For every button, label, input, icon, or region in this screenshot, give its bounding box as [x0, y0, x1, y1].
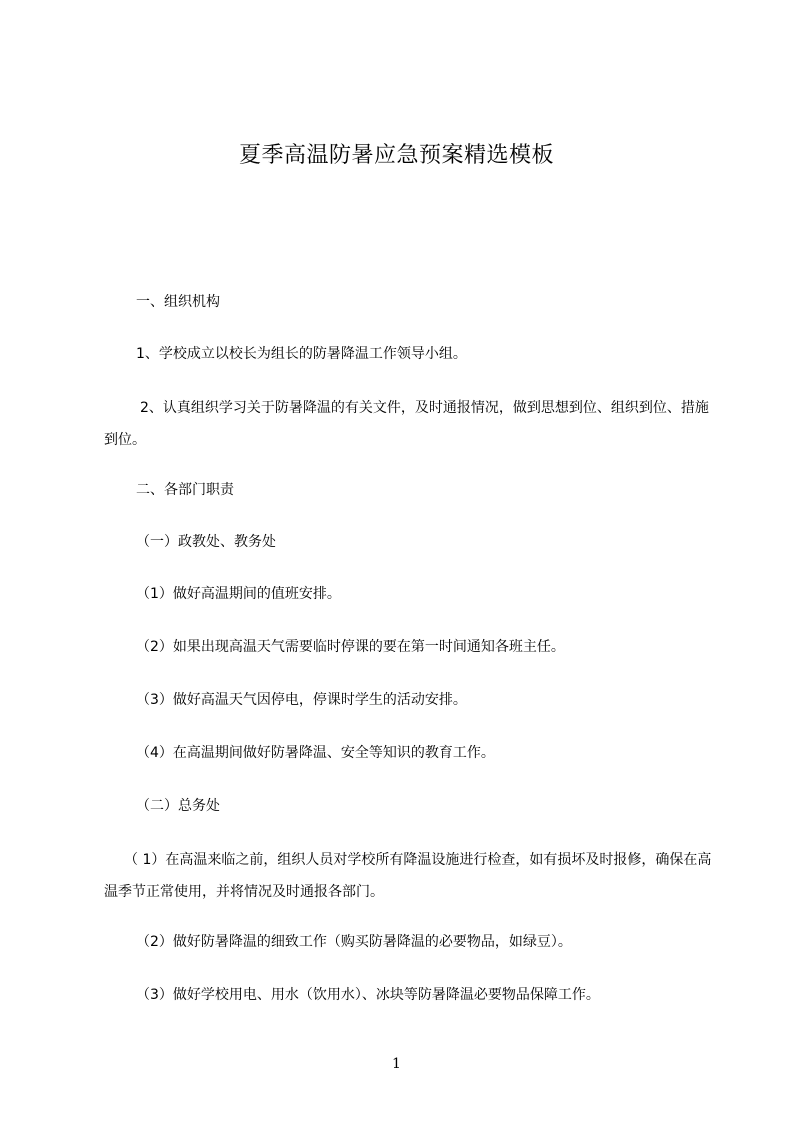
- list-item-general-3: （3）做好学校用电、用水（饮用水）、冰块等防暑降温必要物品保障工作。: [136, 987, 600, 1003]
- list-item-duty-2: （2）如果出现高温天气需要临时停课的要在第一时间通知各班主任。: [136, 639, 565, 655]
- paragraph-item-2: 2、认真组织学习关于防暑降温的有关文件，及时通报情况，做到思想到位、组织到位、措施到位。: [104, 400, 709, 448]
- page-number: 1: [392, 1056, 401, 1072]
- document-title: 夏季高温防暑应急预案精选模板: [238, 143, 554, 168]
- list-item-duty-4: （4）在高温期间做好防暑降温、安全等知识的教育工作。: [136, 745, 495, 761]
- subheading-political-education-office: （一）政教处、教务处: [136, 534, 276, 550]
- subheading-general-affairs-office: （二）总务处: [136, 798, 220, 814]
- heading-department-duties: 二、各部门职责: [136, 482, 234, 498]
- list-item-general-2: （2）做好防暑降温的细致工作（购买防暑降温的必要物品，如绿豆）。: [136, 934, 572, 950]
- heading-organization: 一、组织机构: [136, 294, 220, 310]
- list-item-duty-3: （3）做好高温天气因停电，停课时学生的活动安排。: [136, 692, 467, 708]
- paragraph-item-1: 1、学校成立以校长为组长的防暑降温工作领导小组。: [136, 346, 467, 362]
- list-item-duty-1: （1）做好高温期间的值班安排。: [136, 586, 341, 602]
- list-item-general-1: （ 1）在高温来临之前，组织人员对学校所有降温设施进行检查，如有损坏及时报修，确保在高温季节正常使用，并将情况及时通报各部门。: [104, 852, 712, 900]
